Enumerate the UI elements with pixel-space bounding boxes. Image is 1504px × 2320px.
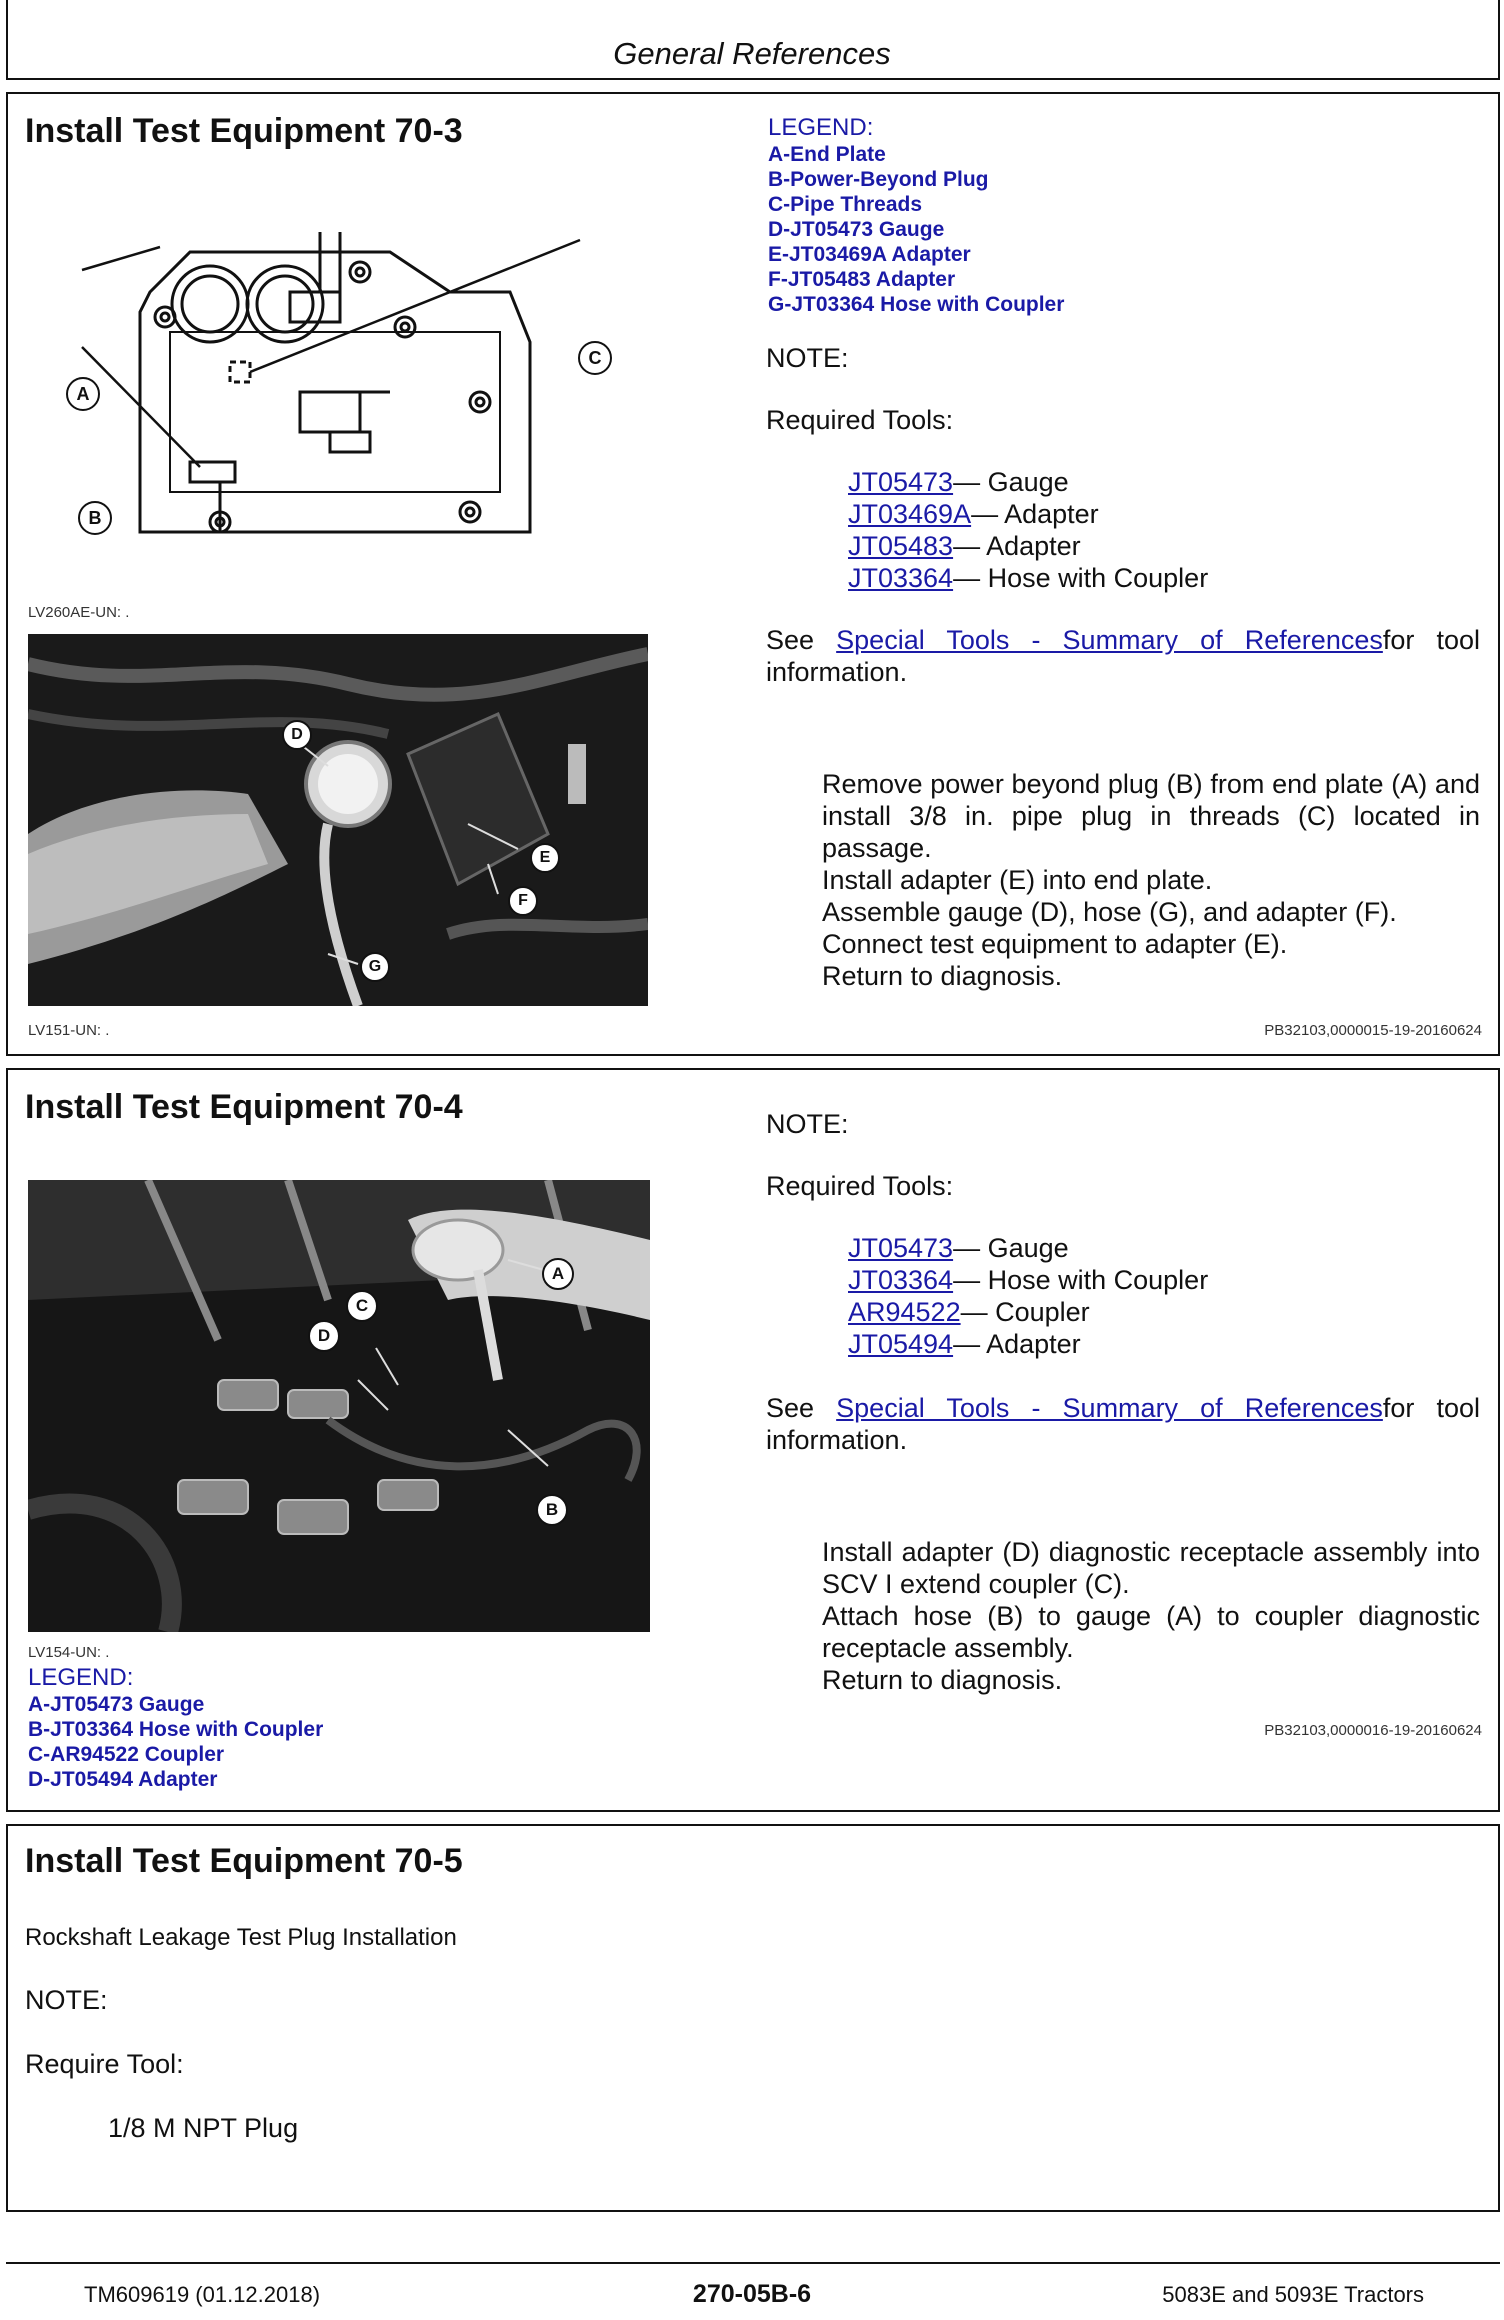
- step: Attach hose (B) to gauge (A) to coupler diagnostic receptacle assembly.: [822, 1601, 1480, 1663]
- procedure-steps: [822, 1536, 1480, 1696]
- legend: [28, 1664, 648, 1792]
- tool-item: 1/8 M NPT Plug: [108, 2113, 299, 2143]
- tool-link[interactable]: AR94522: [848, 1297, 961, 1327]
- tool-link[interactable]: JT05473: [848, 467, 954, 497]
- gauge-installation-photo: [28, 634, 648, 1006]
- callout-g: G: [360, 952, 390, 982]
- footer-page-number: 270-05B-6: [692, 2280, 812, 2308]
- callout-b: B: [78, 501, 112, 535]
- legend-item: G-JT03364 Hose with Coupler: [768, 293, 1065, 316]
- callout-f: F: [508, 886, 538, 916]
- footer-product: 5083E and 5093E Tractors: [1162, 2282, 1424, 2307]
- see-references: See Special Tools - Summary of Referencesfor tool information.: [766, 1393, 1481, 1455]
- callout-b: B: [536, 1494, 568, 1526]
- required-tools-label: Required Tools:: [766, 405, 954, 435]
- photo-illustration: [28, 1180, 650, 1632]
- reference-id: PB32103,0000015-19-20160624: [1264, 1022, 1482, 1039]
- legend-heading: LEGEND:: [28, 1664, 134, 1691]
- tool-link[interactable]: JT03364: [848, 563, 954, 593]
- tool-link[interactable]: JT03364: [848, 1265, 954, 1295]
- legend-item: A-End Plate: [768, 143, 886, 166]
- note-label: NOTE:: [25, 1985, 108, 2015]
- note-label: NOTE:: [766, 1109, 849, 1139]
- tool-link[interactable]: JT05483: [848, 531, 954, 561]
- legend: [768, 114, 1468, 317]
- scv-coupler-photo: [28, 1180, 650, 1632]
- section-subtitle: Rockshaft Leakage Test Plug Installation: [25, 1924, 457, 1951]
- legend-item: D-JT05494 Adapter: [28, 1768, 218, 1791]
- footer-rule: [6, 2262, 1500, 2264]
- callout-d: D: [308, 1320, 340, 1352]
- callout-c: C: [346, 1290, 378, 1322]
- figure-caption: LV154-UN: .: [28, 1644, 110, 1661]
- figure-caption: LV260AE-UN: .: [28, 604, 130, 621]
- tool-item: JT03364— Hose with Coupler: [848, 563, 1209, 593]
- step: Install adapter (E) into end plate.: [822, 865, 1213, 895]
- required-tools-label: Required Tools:: [766, 1171, 954, 1201]
- require-tool-label: Require Tool:: [25, 2049, 184, 2079]
- end-plate-diagram: [60, 232, 640, 552]
- legend-item: C-Pipe Threads: [768, 193, 923, 216]
- footer-doc-id: TM609619 (01.12.2018): [84, 2282, 321, 2307]
- legend-heading: LEGEND:: [768, 114, 874, 141]
- legend-item: A-JT05473 Gauge: [28, 1693, 205, 1716]
- legend-item: B-Power-Beyond Plug: [768, 168, 989, 191]
- section-title: Install Test Equipment 70-4: [25, 1088, 463, 1126]
- legend-item: D-JT05473 Gauge: [768, 218, 945, 241]
- tool-link[interactable]: JT03469A: [848, 499, 972, 529]
- step: Assemble gauge (D), hose (G), and adapter (F).: [822, 897, 1397, 927]
- legend-item: F-JT05483 Adapter: [768, 268, 956, 291]
- legend-item: B-JT03364 Hose with Coupler: [28, 1718, 324, 1741]
- tool-item: JT03364— Hose with Coupler: [848, 1265, 1209, 1295]
- section-70-5: [6, 1824, 1500, 2212]
- tools-list: [848, 466, 1208, 594]
- photo-illustration: [28, 634, 648, 1006]
- step: Install adapter (D) diagnostic receptacle assembly into SCV I extend coupler (C).: [822, 1537, 1480, 1599]
- step: Connect test equipment to adapter (E).: [822, 929, 1288, 959]
- note-label: NOTE:: [766, 343, 849, 373]
- tool-link[interactable]: JT05473: [848, 1233, 954, 1263]
- tool-item: AR94522— Coupler: [848, 1297, 1090, 1327]
- tool-item: JT05473— Gauge: [848, 1233, 1069, 1263]
- callout-a: A: [66, 377, 100, 411]
- step: Return to diagnosis.: [822, 961, 1063, 991]
- tool-item: JT05483— Adapter: [848, 531, 1081, 561]
- callout-c: C: [578, 341, 612, 375]
- section-title: Install Test Equipment 70-5: [25, 1842, 463, 1880]
- step: Remove power beyond plug (B) from end plate (A) and install 3/8 in. pipe plug in threads (C) located in passage.: [822, 769, 1480, 863]
- tool-item: JT03469A— Adapter: [848, 499, 1099, 529]
- tool-item: JT05473— Gauge: [848, 467, 1069, 497]
- page-header-title: General References: [613, 36, 891, 71]
- procedure-steps: [822, 768, 1480, 992]
- tools-list: [848, 1232, 1208, 1360]
- see-references: See Special Tools - Summary of Referencesfor tool information.: [766, 625, 1481, 687]
- legend-item: C-AR94522 Coupler: [28, 1743, 225, 1766]
- tool-link[interactable]: JT05494: [848, 1329, 954, 1359]
- callout-a: A: [542, 1258, 574, 1290]
- step: Return to diagnosis.: [822, 1665, 1063, 1695]
- special-tools-link[interactable]: Special Tools - Summary of References: [836, 1393, 1383, 1423]
- reference-id: PB32103,0000016-19-20160624: [1264, 1722, 1482, 1739]
- figure-caption: LV151-UN: .: [28, 1022, 110, 1039]
- legend-item: E-JT03469A Adapter: [768, 243, 971, 266]
- tool-item: JT05494— Adapter: [848, 1329, 1081, 1359]
- callout-d: D: [282, 720, 312, 750]
- special-tools-link[interactable]: Special Tools - Summary of References: [836, 625, 1383, 655]
- section-title: Install Test Equipment 70-3: [25, 112, 463, 150]
- callout-e: E: [530, 843, 560, 873]
